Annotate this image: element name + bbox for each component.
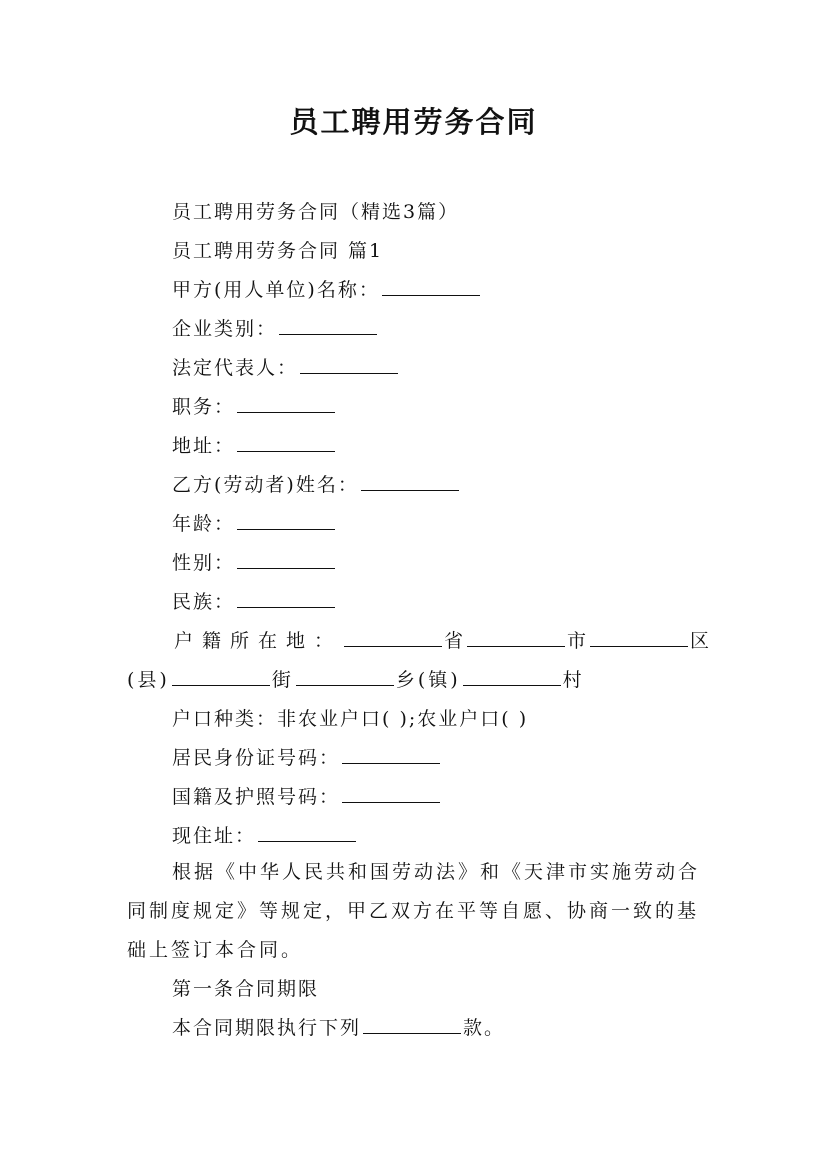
current-address-row — [172, 823, 358, 849]
legal-rep-blank[interactable] — [300, 355, 398, 374]
employee-name-label: 乙方(劳动者)姓名： — [172, 474, 359, 496]
age-blank[interactable] — [237, 511, 335, 530]
position-row — [172, 394, 337, 420]
city-label: 市 — [567, 630, 589, 652]
basis-paragraph: 根据《中华人民共和国劳动法》和《天津市实施劳动合同制度规定》等规定，甲乙双方在平等自愿、协商一致的基础上签订本合同。 — [127, 861, 701, 961]
province-blank[interactable] — [344, 628, 442, 647]
age-row — [172, 511, 337, 537]
current-address-label: 现住址： — [172, 825, 257, 847]
village-label: 村 — [562, 669, 585, 691]
address-label: 地址： — [172, 435, 236, 457]
company-type-label: 企业类别： — [172, 318, 278, 340]
position-label: 职务： — [172, 396, 236, 418]
city-blank[interactable] — [467, 628, 565, 647]
ethnicity-row — [172, 589, 337, 615]
employer-name-label: 甲方(用人单位)名称： — [172, 279, 380, 301]
part-heading: 员工聘用劳务合同 篇1 — [172, 240, 384, 262]
document-subtitle: 员工聘用劳务合同（精选3篇） — [172, 201, 460, 223]
document-title: 员工聘用劳务合同 — [289, 105, 538, 139]
age-label: 年龄： — [172, 513, 236, 535]
employee-name-row — [172, 472, 461, 498]
household-reg-row-2 — [127, 667, 585, 693]
employer-name-blank[interactable] — [382, 277, 480, 296]
gender-label: 性别： — [172, 552, 236, 574]
street-blank[interactable] — [296, 667, 394, 686]
passport-row — [172, 784, 442, 810]
article1-heading: 第一条合同期限 — [172, 978, 320, 1000]
position-blank[interactable] — [237, 394, 335, 413]
id-number-blank[interactable] — [342, 745, 440, 764]
address-blank[interactable] — [237, 433, 335, 452]
article1-text-before: 本合同期限执行下列 — [172, 1017, 362, 1039]
employee-name-blank[interactable] — [361, 472, 459, 491]
district-blank[interactable] — [590, 628, 688, 647]
passport-label: 国籍及护照号码： — [172, 786, 341, 808]
county-blank[interactable] — [172, 667, 270, 686]
gender-row — [172, 550, 337, 576]
article1-text — [172, 1015, 505, 1041]
household-reg-row — [174, 628, 711, 654]
township-label: 乡(镇) — [395, 669, 461, 691]
company-type-blank[interactable] — [279, 316, 377, 335]
article1-text-after: 款。 — [463, 1017, 506, 1039]
household-reg-label: 户籍所在地： — [174, 630, 343, 652]
legal-rep-label: 法定代表人： — [172, 357, 299, 379]
street-label: 街 — [271, 669, 294, 691]
article1-blank[interactable] — [363, 1015, 461, 1034]
county-label: (县) — [127, 669, 170, 691]
company-type-row — [172, 316, 379, 342]
address-row — [172, 433, 337, 459]
ethnicity-label: 民族： — [172, 591, 236, 613]
province-label: 省 — [444, 630, 466, 652]
passport-blank[interactable] — [342, 784, 440, 803]
hukou-type-row: 户口种类：非农业户口( );农业户口( ) — [172, 708, 529, 730]
legal-rep-row — [172, 355, 400, 381]
employer-name-row — [172, 277, 482, 303]
id-number-label: 居民身份证号码： — [172, 747, 341, 769]
ethnicity-blank[interactable] — [237, 589, 335, 608]
district-label: 区 — [690, 630, 712, 652]
township-blank[interactable] — [463, 667, 561, 686]
current-address-blank[interactable] — [258, 823, 356, 842]
gender-blank[interactable] — [237, 550, 335, 569]
id-number-row — [172, 745, 442, 771]
